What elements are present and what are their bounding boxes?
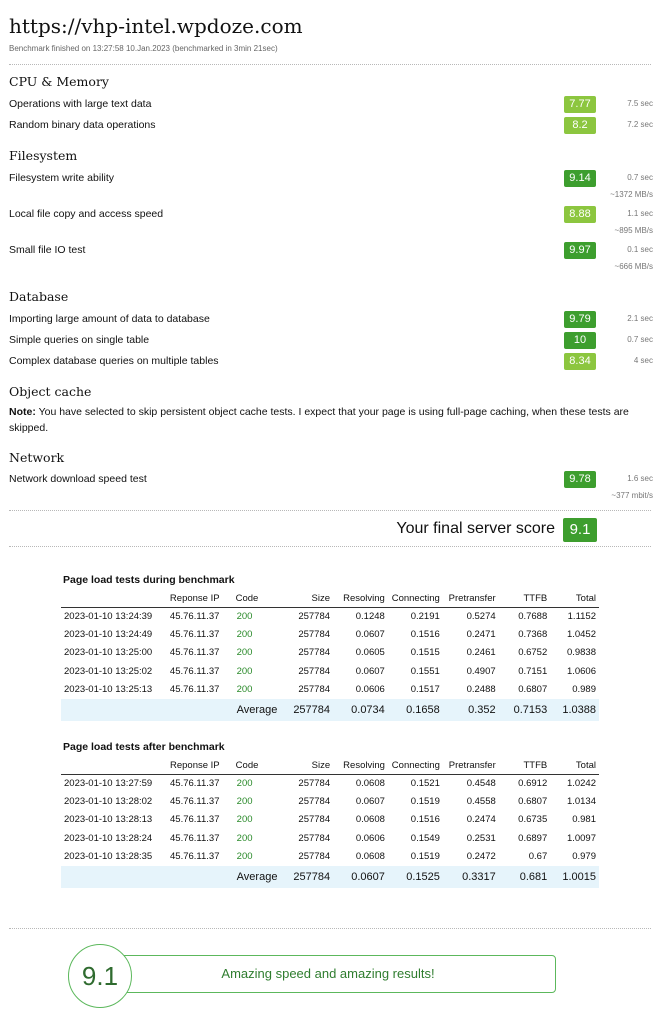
test-label: Complex database queries on multiple tables [9, 355, 219, 367]
table-cell: 0.0605 [355, 647, 385, 659]
table-cell: 0.7151 [518, 665, 548, 677]
test-speed: ~1372 MB/s [610, 190, 653, 199]
table-cell: 0.6912 [518, 777, 548, 789]
table-cell: 45.76.11.37 [169, 610, 220, 622]
table-row [61, 774, 599, 792]
test-time: 0.1 sec [627, 245, 653, 254]
table-cell: 0.1521 [410, 777, 440, 789]
table-cell: 0.2531 [466, 832, 496, 844]
col-header [61, 590, 167, 607]
table-cell: 2023-01-10 13:25:00 [64, 647, 153, 659]
status-code: 200 [236, 610, 253, 622]
table-row [61, 662, 599, 680]
table-cell: 0.1516 [410, 629, 440, 641]
table-cell: 0.1516 [410, 814, 440, 826]
table-row [61, 848, 599, 866]
average-row [61, 699, 599, 721]
page-title: https://vhp-intel.wpdoze.com [9, 14, 303, 38]
table-cell: 1.1152 [567, 610, 596, 622]
col-header: Total [550, 757, 599, 774]
average-cell: 0.1658 [388, 699, 443, 721]
col-header: Resolving [333, 590, 388, 607]
table-cell: 0.1248 [355, 610, 385, 622]
table-cell: 0.979 [572, 851, 596, 863]
table-cell: 45.76.11.37 [170, 832, 220, 844]
test-row [9, 311, 653, 329]
table-cell: 2023-01-10 13:28:24 [64, 832, 153, 844]
final-score-label: Your final server score [396, 520, 555, 537]
test-row [9, 332, 653, 350]
table-cell: 0.4558 [466, 796, 496, 808]
table-cell: 257784 [298, 832, 331, 844]
table-cell: 0.0608 [355, 814, 385, 826]
test-time: 7.5 sec [627, 99, 653, 108]
score-badge: 8.2 [564, 117, 596, 134]
table-cell: 45.76.11.37 [169, 665, 220, 677]
status-code: 200 [236, 832, 253, 844]
score-badge: 8.34 [564, 353, 596, 370]
divider [9, 546, 651, 547]
col-header: Total [550, 590, 599, 607]
table-cell: 0.1549 [410, 832, 440, 844]
table-cell: 0.0608 [355, 851, 385, 863]
divider [9, 64, 651, 65]
divider [9, 510, 651, 511]
table-cell: 2023-01-10 13:27:59 [64, 777, 153, 789]
table-cell: 45.76.11.37 [170, 777, 220, 789]
table-cell: 0.1519 [410, 851, 440, 863]
note-text: You have selected to skip persistent object cache tests. I expect that your page is using full-page caching, when these tests are skipped. [9, 406, 629, 434]
table-cell: 0.1517 [410, 684, 440, 696]
test-speed: ~666 MB/s [614, 262, 653, 271]
average-cell: 1.0015 [550, 866, 599, 888]
table-cell: 0.5274 [466, 610, 496, 622]
col-header: Code [233, 757, 281, 774]
score-badge: 10 [564, 332, 596, 349]
test-label: Filesystem write ability [9, 172, 115, 184]
table-cell: 0.0607 [355, 629, 385, 641]
table-cell: 257784 [298, 851, 331, 863]
section-database: Database [9, 289, 69, 304]
benchmark-subtitle: Benchmark finished on 13:27:58 10.Jan.2023 (benchmarked in 3min 21sec) [9, 44, 278, 53]
table-cell: 0.4907 [466, 665, 496, 677]
score-badge: 7.77 [564, 96, 596, 113]
col-header: Connecting [388, 590, 443, 607]
table-cell: 2023-01-10 13:28:13 [64, 814, 153, 826]
score-badge: 9.14 [564, 170, 596, 187]
table-cell [61, 866, 233, 888]
table-title-during: Page load tests during benchmark [63, 574, 235, 586]
table-cell: 45.76.11.37 [169, 647, 220, 659]
table-cell: 257784 [298, 814, 331, 826]
summary-text: Amazing speed and amazing results! [221, 966, 435, 981]
test-row [9, 242, 653, 271]
table-cell: 0.0607 [355, 796, 385, 808]
col-header: Connecting [388, 757, 443, 774]
table-cell: 1.0606 [566, 665, 596, 677]
table-cell: 0.1551 [410, 665, 440, 677]
test-speed: ~895 MB/s [614, 226, 653, 235]
table-cell: 0.2488 [466, 684, 496, 696]
table-cell: 2023-01-10 13:28:35 [64, 851, 153, 863]
table-cell [61, 699, 233, 721]
average-row [61, 866, 599, 888]
table-cell: 1.0452 [566, 629, 596, 641]
status-code: 200 [236, 814, 253, 826]
test-label: Local file copy and access speed [9, 208, 164, 220]
col-header: Pretransfer [443, 757, 499, 774]
average-cell: 0.3317 [443, 866, 499, 888]
summary-score-circle: 9.1 [68, 944, 132, 1008]
table-body-after [61, 774, 599, 888]
final-score-badge: 9.1 [563, 518, 597, 542]
table-header-row [61, 757, 599, 774]
col-header: TTFB [499, 757, 550, 774]
col-header: TTFB [499, 590, 551, 607]
average-cell: 0.0607 [333, 866, 388, 888]
table-cell: 1.0134 [566, 796, 596, 808]
test-time: 7.2 sec [627, 120, 653, 129]
test-label: Random binary data operations [9, 119, 156, 131]
test-label: Operations with large text data [9, 98, 152, 110]
table-cell: 1.0242 [566, 777, 596, 789]
table-cell: 0.0606 [355, 684, 385, 696]
table-cell: 2023-01-10 13:25:13 [64, 684, 153, 696]
test-label: Simple queries on single table [9, 334, 150, 346]
test-row [9, 170, 653, 199]
col-header: Reponse IP [167, 757, 233, 774]
section-network: Network [9, 450, 65, 465]
table-cell: 1.0097 [566, 832, 596, 844]
table-cell: 257784 [298, 684, 331, 696]
table-cell: 257784 [298, 610, 331, 622]
table-cell: 45.76.11.37 [169, 684, 220, 696]
table-cell: 0.6897 [518, 832, 548, 844]
summary-box [100, 955, 556, 993]
section-cpu-memory: CPU & Memory [9, 74, 109, 89]
table-cell: 257784 [298, 665, 331, 677]
test-time: 0.7 sec [627, 335, 653, 344]
page-load-table-during [61, 590, 599, 721]
table-cell: 0.0607 [355, 665, 385, 677]
table-cell: 45.76.11.37 [170, 851, 220, 863]
table-cell: 0.9838 [566, 647, 596, 659]
table-cell: 2023-01-10 13:25:02 [64, 665, 153, 677]
table-cell: 45.76.11.37 [169, 629, 220, 641]
score-badge: 9.78 [564, 471, 596, 488]
object-cache-note [9, 404, 630, 436]
table-cell: 257784 [298, 777, 331, 789]
test-time: 2.1 sec [627, 314, 653, 323]
table-cell: 0.6752 [518, 647, 548, 659]
table-row [61, 607, 599, 625]
test-row [9, 353, 653, 371]
col-header: Size [280, 757, 333, 774]
table-cell: 0.0606 [355, 832, 385, 844]
table-body-during [61, 607, 599, 721]
average-cell: 257784 [280, 866, 333, 888]
table-cell: 0.2471 [466, 629, 496, 641]
table-cell: 0.6807 [518, 684, 548, 696]
test-label: Network download speed test [9, 473, 147, 485]
table-cell: 2023-01-10 13:24:39 [64, 610, 153, 622]
test-row [9, 206, 653, 235]
test-row [9, 96, 653, 114]
score-badge: 8.88 [564, 206, 596, 223]
col-header: Reponse IP [167, 590, 233, 607]
table-cell: 0.989 [572, 684, 596, 696]
table-cell: 0.2472 [466, 851, 496, 863]
table-cell: 0.2191 [410, 610, 440, 622]
test-time: 4 sec [633, 356, 653, 365]
table-row [61, 644, 599, 662]
status-code: 200 [236, 665, 253, 677]
table-row [61, 625, 599, 643]
table-cell: 0.1515 [410, 647, 440, 659]
status-code: 200 [236, 629, 253, 641]
col-header: Code [233, 590, 281, 607]
test-row [9, 117, 653, 135]
table-cell: 2023-01-10 13:24:49 [64, 629, 153, 641]
test-label: Importing large amount of data to database [9, 313, 210, 325]
table-cell: 0.7368 [518, 629, 548, 641]
page-load-table-after [61, 757, 599, 888]
status-code: 200 [236, 796, 253, 808]
test-time: 1.6 sec [627, 474, 653, 483]
score-badge: 9.97 [564, 242, 596, 259]
divider [9, 928, 651, 929]
status-code: 200 [236, 851, 253, 863]
test-label: Small file IO test [9, 244, 86, 256]
table-cell: 0.6807 [518, 796, 548, 808]
table-cell: 45.76.11.37 [170, 796, 220, 808]
table-cell: 257784 [298, 647, 331, 659]
table-cell: 0.1519 [410, 796, 440, 808]
test-time: 0.7 sec [627, 173, 653, 182]
table-cell: 0.67 [528, 851, 548, 863]
table-title-after: Page load tests after benchmark [63, 741, 225, 753]
average-cell: 1.0388 [550, 699, 599, 721]
table-cell: 257784 [298, 796, 331, 808]
average-cell: 0.0734 [333, 699, 388, 721]
col-header [61, 757, 167, 774]
table-cell: 0.6735 [518, 814, 548, 826]
test-row [9, 471, 653, 500]
average-cell: 0.352 [443, 699, 499, 721]
table-row [61, 811, 599, 829]
average-label: Average [233, 866, 281, 888]
section-filesystem: Filesystem [9, 148, 78, 163]
table-header-row [61, 590, 599, 607]
status-code: 200 [236, 684, 253, 696]
table-cell: 0.2474 [466, 814, 496, 826]
status-code: 200 [236, 777, 253, 789]
average-cell: 0.1525 [388, 866, 443, 888]
table-cell: 2023-01-10 13:28:02 [64, 796, 153, 808]
average-label: Average [233, 699, 281, 721]
average-cell: 257784 [280, 699, 333, 721]
status-code: 200 [236, 647, 253, 659]
test-time: 1.1 sec [627, 209, 653, 218]
table-cell: 0.981 [572, 814, 596, 826]
score-badge: 9.79 [564, 311, 596, 328]
table-cell: 0.4548 [466, 777, 496, 789]
table-cell: 45.76.11.37 [170, 814, 220, 826]
table-row [61, 829, 599, 847]
section-object-cache: Object cache [9, 384, 92, 399]
note-label: Note: [9, 406, 36, 418]
col-header: Resolving [333, 757, 388, 774]
table-row [61, 681, 599, 699]
average-cell: 0.7153 [499, 699, 551, 721]
table-cell: 257784 [298, 629, 331, 641]
table-cell: 0.2461 [466, 647, 496, 659]
col-header: Size [280, 590, 333, 607]
test-speed: ~377 mbit/s [611, 491, 653, 500]
col-header: Pretransfer [443, 590, 499, 607]
table-row [61, 792, 599, 810]
average-cell: 0.681 [499, 866, 550, 888]
table-cell: 0.0608 [355, 777, 385, 789]
table-cell: 0.7688 [518, 610, 548, 622]
